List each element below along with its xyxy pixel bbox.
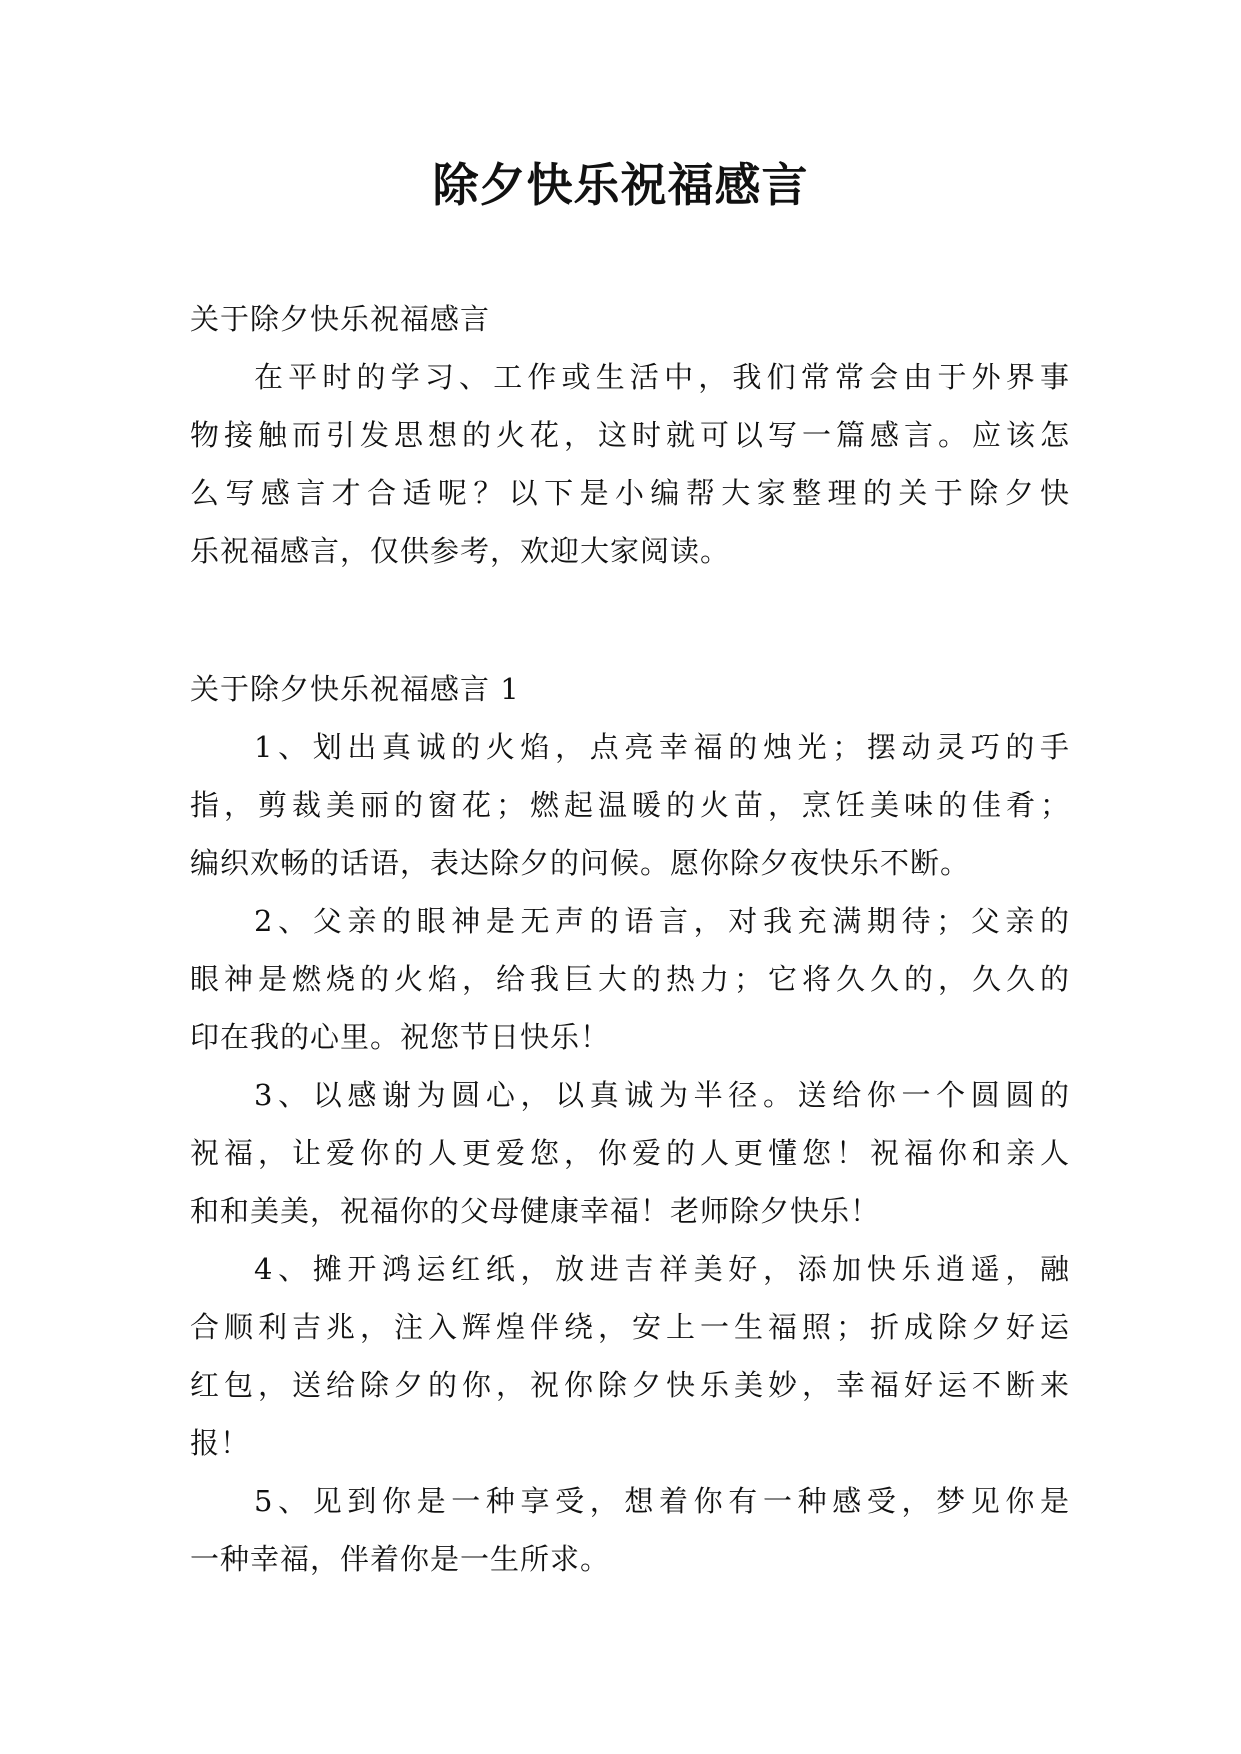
text-line: 4、摊开鸿运红纸，放进吉祥美好，添加快乐逍遥，融 bbox=[254, 1252, 1070, 1286]
text-line: 编织欢畅的话语，表达除夕的问候。愿你除夕夜快乐不断。 bbox=[190, 846, 971, 880]
text-line: 指，剪裁美丽的窗花；燃起温暖的火苗，烹饪美味的佳肴； bbox=[190, 788, 1070, 822]
list-item bbox=[190, 1240, 1070, 1472]
list-item bbox=[190, 1472, 1070, 1588]
intro-heading: 关于除夕快乐祝福感言 bbox=[190, 302, 491, 336]
text-line: 祝福，让爱你的人更爱您，你爱的人更懂您！祝福你和亲人 bbox=[190, 1136, 1070, 1170]
list-item bbox=[190, 1066, 1070, 1240]
list-item bbox=[190, 718, 1070, 892]
text-line: 在平时的学习、工作或生活中，我们常常会由于外界事 bbox=[254, 360, 1070, 394]
document-body bbox=[190, 290, 1070, 1588]
text-line: 报！ bbox=[190, 1426, 251, 1460]
section-heading: 关于除夕快乐祝福感言 1 bbox=[190, 672, 520, 706]
text-line: 2、父亲的眼神是无声的语言，对我充满期待；父亲的 bbox=[254, 904, 1070, 938]
text-line: 乐祝福感言，仅供参考，欢迎大家阅读。 bbox=[190, 534, 731, 568]
text-line: 一种幸福，伴着你是一生所求。 bbox=[190, 1542, 611, 1576]
text-line: 1、划出真诚的火焰，点亮幸福的烛光；摆动灵巧的手 bbox=[254, 730, 1070, 764]
list-item bbox=[190, 892, 1070, 1066]
text-line: 么写感言才合适呢？以下是小编帮大家整理的关于除夕快 bbox=[190, 476, 1070, 510]
text-line: 和和美美，祝福你的父母健康幸福！老师除夕快乐！ bbox=[190, 1194, 881, 1228]
text-line: 印在我的心里。祝您节日快乐！ bbox=[190, 1020, 611, 1054]
text-line: 5、见到你是一种享受，想着你有一种感受，梦见你是 bbox=[254, 1484, 1070, 1518]
text-line: 合顺利吉兆，注入辉煌伴绕，安上一生福照；折成除夕好运 bbox=[190, 1310, 1070, 1344]
text-line: 眼神是燃烧的火焰，给我巨大的热力；它将久久的，久久的 bbox=[190, 962, 1070, 996]
section-spacer bbox=[190, 580, 1070, 660]
text-line: 红包，送给除夕的你，祝你除夕快乐美妙，幸福好运不断来 bbox=[190, 1368, 1070, 1402]
page-title: 除夕快乐祝福感言 bbox=[432, 158, 809, 212]
text-line: 物接触而引发思想的火花，这时就可以写一篇感言。应该怎 bbox=[190, 418, 1070, 452]
intro-paragraph bbox=[190, 348, 1070, 580]
text-line: 3、以感谢为圆心，以真诚为半径。送给你一个圆圆的 bbox=[254, 1078, 1070, 1112]
